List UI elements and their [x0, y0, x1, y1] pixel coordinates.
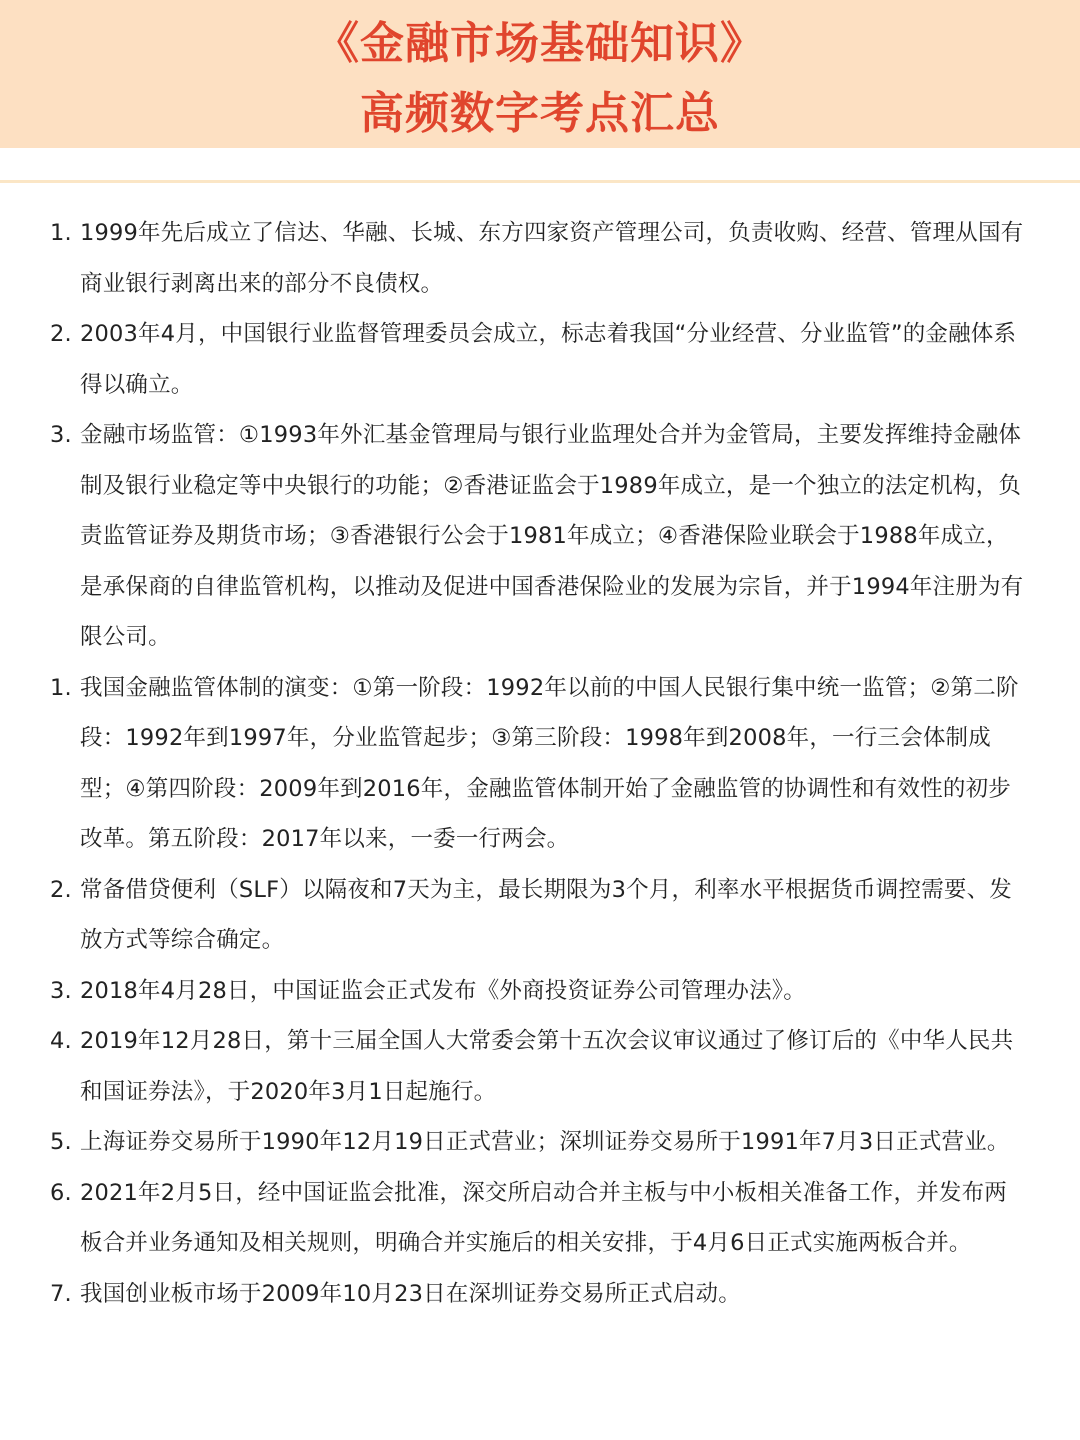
list-item — [0, 1269, 1080, 1320]
item-text: 1999年先后成立了信达、华融、长城、东方四家资产管理公司，负责收购、经营、管理从国有商业银行剥离出来的部分不良债权。 — [80, 220, 1024, 297]
list-item — [0, 410, 1080, 663]
list-item — [0, 1117, 1080, 1168]
header-banner — [0, 0, 1080, 148]
item-text: 2003年4月，中国银行业监督管理委员会成立，标志着我国“分业经营、分业监管”的金融体系得以确立。 — [80, 321, 1017, 398]
list-item — [0, 1016, 1080, 1117]
item-number: 2. — [50, 876, 72, 903]
item-number: 3. — [50, 977, 72, 1004]
item-number: 2. — [50, 321, 72, 347]
item-text: 2019年12月28日，第十三届全国人大常委会第十五次会议审议通过了修订后的《中华人民共和国证券法》，于2020年3月1日起施行。 — [80, 1028, 1014, 1105]
list-item — [0, 309, 1080, 410]
list-item — [0, 208, 1080, 309]
item-text: 常备借贷便利（SLF）以隔夜和7天为主，最长期限为3个月，利率水平根据货币调控需要、发放方式等综合确定。 — [80, 876, 1012, 953]
item-text: 2021年2月5日，经中国证监会批准，深交所启动合并主板与中小板相关准备工作，并发布两板合并业务通知及相关规则，明确合并实施后的相关安排，于4月6日正式实施两板合并。 — [80, 1179, 1007, 1256]
item-number: 5. — [50, 1129, 72, 1155]
item-number: 1. — [50, 674, 72, 701]
divider — [0, 180, 1080, 183]
fact-list — [0, 208, 1080, 1319]
item-text: 金融市场监管：①1993年外汇基金管理局与银行业监理处合并为金管局，主要发挥维持金融体制及银行业稳定等中央银行的功能；②香港证监会于1989年成立，是一个独立的法定机构，负责监管证券及期货市场；③香港银行公会于1981年成立；④香港保险业联会于1988年成立，是承保商的自律监管机构，以推动及促进中国香港保险业的发展为宗旨，并于1994年注册为有限公司。 — [80, 422, 1024, 650]
list-item — [0, 663, 1080, 865]
item-text: 我国金融监管体制的演变：①第一阶段：1992年以前的中国人民银行集中统一监管；②第二阶段：1992年到1997年，分业监管起步；③第三阶段：1998年到2008年，一行三会体制成型；④第四阶段：2009年到2016年，金融监管体制开始了金融监管的协调性和有效性的初步改革。第五阶段：2017年以来，一委一行两会。 — [80, 674, 1019, 852]
list-item — [0, 865, 1080, 966]
item-number: 6. — [50, 1179, 72, 1206]
item-text: 我国创业板市场于2009年10月23日在深圳证券交易所正式启动。 — [80, 1280, 741, 1307]
item-number: 3. — [50, 422, 72, 448]
item-text: 2018年4月28日，中国证监会正式发布《外商投资证券公司管理办法》。 — [80, 977, 806, 1004]
item-number: 7. — [50, 1280, 72, 1307]
list-item — [0, 966, 1080, 1017]
item-number: 4. — [50, 1028, 72, 1054]
item-number: 1. — [50, 220, 72, 246]
title-line-2: 高频数字考点汇总 — [360, 88, 720, 139]
title-line-1: 《金融市场基础知识》 — [315, 18, 765, 69]
list-item — [0, 1168, 1080, 1269]
item-text: 上海证券交易所于1990年12月19日正式营业；深圳证券交易所于1991年7月3日正式营业。 — [80, 1129, 1010, 1155]
